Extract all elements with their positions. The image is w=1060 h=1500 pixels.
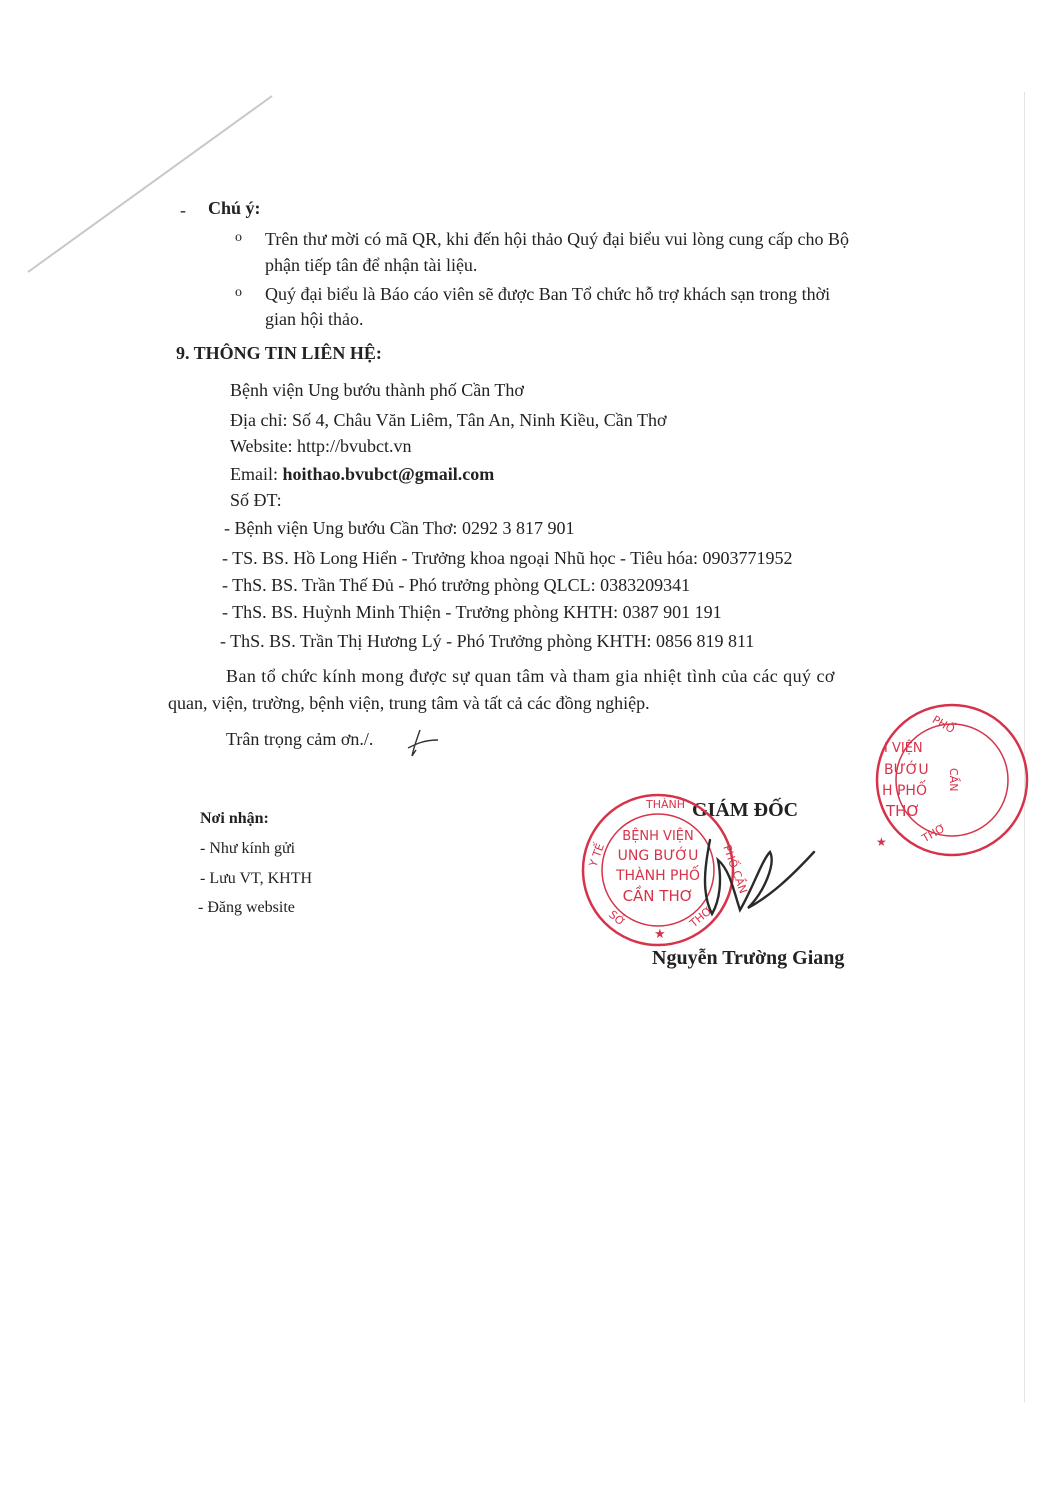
side-stamp-line-2: BƯỚU: [884, 762, 929, 778]
closing-line-2: quan, viện, trường, bệnh viện, trung tâm và tất cả các đồng nghiệp.: [168, 693, 650, 713]
recipient-1: - Như kính gửi: [200, 840, 296, 857]
contact-website: Website: http://bvubct.vn: [230, 436, 412, 456]
phone-line-5: - ThS. BS. Trần Thị Hương Lý - Phó Trưởng phòng KHTH: 0856 819 811: [220, 631, 755, 651]
phone-line-3: - ThS. BS. Trần Thế Đủ - Phó trưởng phòng QLCL: 0383209341: [222, 575, 691, 595]
stamp-center-4: CẦN THƠ: [622, 887, 694, 905]
recipient-3: - Đăng website: [198, 899, 295, 916]
contact-org: Bệnh viện Ung bướu thành phố Cần Thơ: [230, 380, 524, 400]
scan-diagonal-line: [0, 0, 300, 300]
contact-phone-label: Số ĐT:: [230, 490, 282, 510]
initial-mark: [398, 726, 448, 762]
closing-thanks: Trân trọng cảm ơn./.: [226, 729, 374, 749]
side-stamp-star: ★: [876, 835, 887, 849]
side-stamp-ring-top: PHỐ: [930, 713, 957, 737]
contact-address: Địa chỉ: Số 4, Châu Văn Liêm, Tân An, Ninh Kiều, Cần Thơ: [230, 410, 667, 430]
note-item-2-bullet: o: [235, 285, 242, 300]
stamp-ring-right: PHỐ CẦN: [720, 843, 750, 896]
stamp-center-2: UNG BƯỚU: [617, 848, 699, 864]
side-stamp-line-4: THƠ: [886, 802, 921, 820]
stamp-ring-left: Y TẾ: [586, 841, 607, 869]
contact-email-label: Email:: [230, 464, 283, 484]
side-stamp: [872, 700, 964, 860]
note-title: Chú ý:: [208, 198, 261, 218]
side-stamp-ring-bottom: THƠ: [919, 821, 948, 846]
note-item-1-line1: Trên thư mời có mã QR, khi đến hội thảo Quý đại biểu vui lòng cung cấp cho Bộ: [265, 229, 850, 249]
stamp-ring-bottom-right: THƠ: [687, 903, 715, 931]
contact-heading: 9. THÔNG TIN LIÊN HỆ:: [176, 343, 382, 363]
note-item-1-line2: phận tiếp tân để nhận tài liệu.: [265, 255, 478, 275]
signature-name: Nguyễn Trường Giang: [652, 947, 845, 969]
side-stamp-ring-right: CẦN: [947, 768, 960, 792]
phone-line-1: - Bệnh viện Ung bướu Cần Thơ: 0292 3 817 901: [224, 518, 575, 538]
stamp-ring-bottom: SỞ: [606, 908, 628, 929]
stamp-ring-top: THÀNH: [646, 798, 686, 811]
note-item-2-line1: Quý đại biểu là Báo cáo viên sẽ được Ban Tổ chức hỗ trợ khách sạn trong thời: [265, 284, 831, 304]
stamp-center-1: BỆNH VIỆN: [622, 829, 694, 844]
recipients-title: Nơi nhận:: [200, 810, 269, 827]
scan-right-edge: [1024, 92, 1025, 1402]
handwritten-signature: [690, 830, 820, 920]
note-item-2-line2: gian hội thảo.: [265, 309, 364, 329]
signature-position: GIÁM ĐỐC: [692, 799, 799, 821]
note-item-1-bullet: o: [235, 230, 242, 245]
note-dash: -: [180, 200, 186, 220]
phone-line-2: - TS. BS. Hồ Long Hiển - Trưởng khoa ngoại Nhũ học - Tiêu hóa: 0903771952: [222, 548, 793, 568]
side-stamp-line-1: I VIỆN: [884, 741, 923, 756]
recipient-2: - Lưu VT, KHTH: [200, 870, 313, 887]
stamp-star: ★: [654, 927, 666, 942]
stamp-center-3: THÀNH PHỐ: [615, 868, 701, 884]
side-stamp-line-3: H PHỐ: [882, 783, 927, 799]
contact-email: hoithao.bvubct@gmail.com: [282, 464, 495, 484]
phone-line-4: - ThS. BS. Huỳnh Minh Thiện - Trưởng phòng KHTH: 0387 901 191: [222, 602, 722, 622]
contact-email-row: [230, 464, 494, 485]
closing-line-1: Ban tổ chức kính mong được sự quan tâm và tham gia nhiệt tình của các quý cơ: [226, 666, 835, 686]
